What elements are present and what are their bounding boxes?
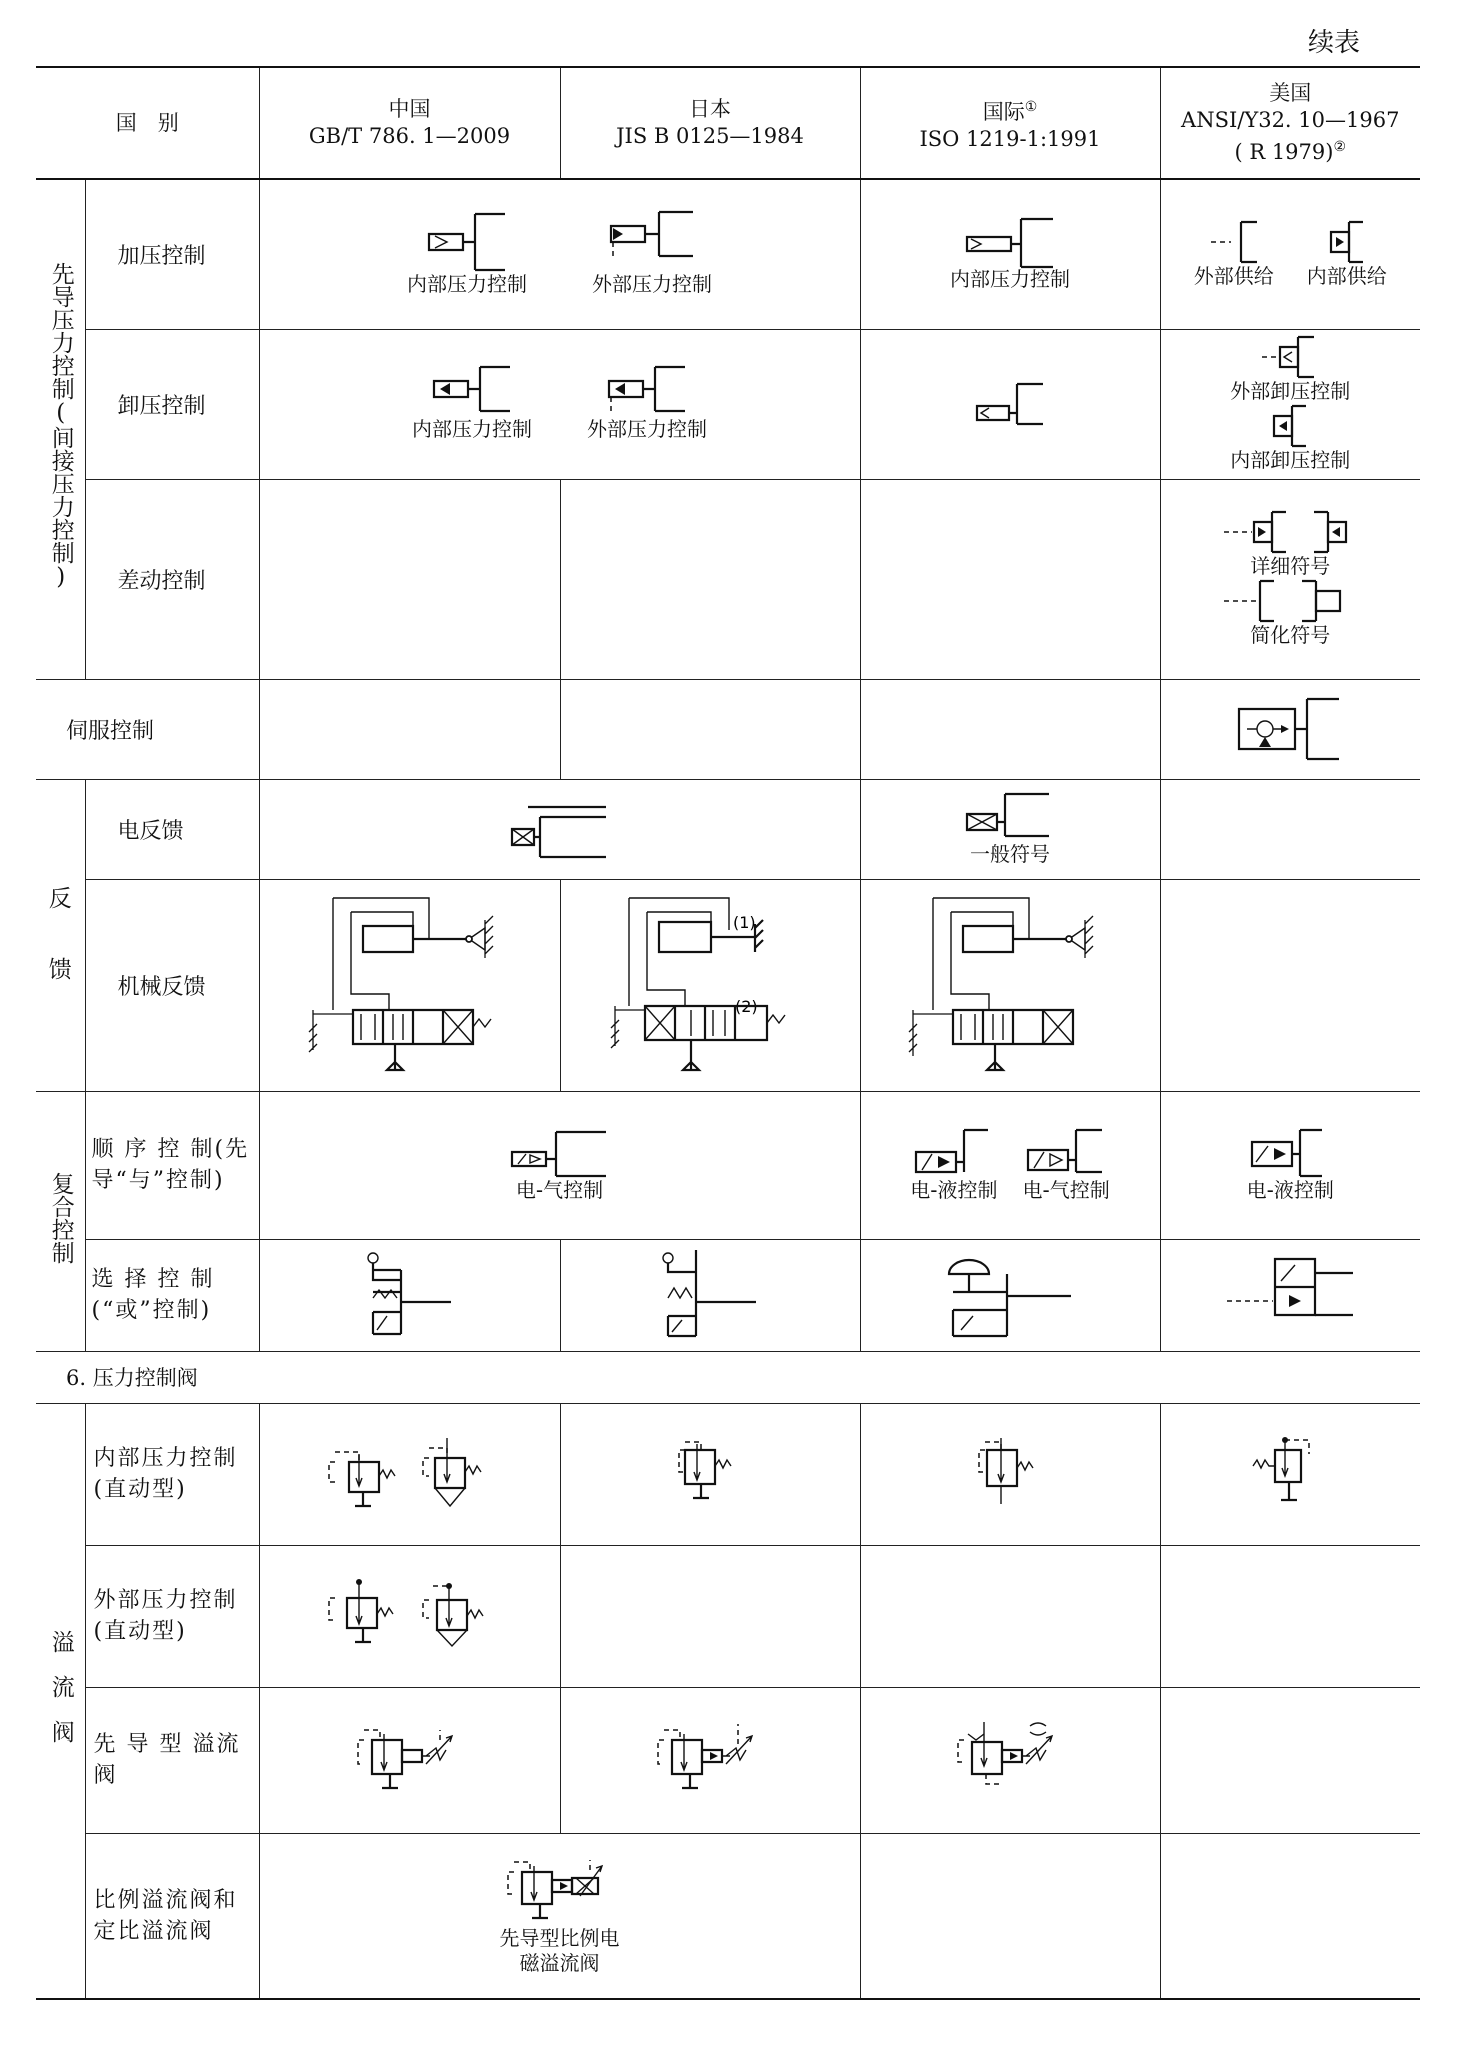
group-pilot — [36, 179, 85, 679]
usa-relief-internal — [1160, 1403, 1420, 1545]
group-feedback-b: 馈 — [48, 957, 72, 983]
cn-mech-feedback-icon — [305, 890, 515, 1080]
internal-pressurize-symbol-icon — [427, 212, 507, 272]
caption-usa-elec-hyd: 电-液控制 — [1246, 1177, 1334, 1202]
jp-relief-external-empty — [560, 1545, 860, 1687]
label-relief-pilot: 先 导 型 溢流阀 — [85, 1687, 259, 1833]
usa-internal-supply-icon — [1327, 220, 1367, 264]
row-relief-pilot — [36, 1687, 1420, 1833]
intl-servo-empty — [860, 679, 1160, 779]
group-feedback — [36, 779, 85, 1091]
intl-relief-internal — [860, 1403, 1160, 1545]
usa-relief-external-empty — [1160, 1545, 1420, 1687]
group-feedback-a: 反 — [48, 886, 72, 912]
intl-relief-prop-empty — [860, 1833, 1160, 1999]
label-relief-external: 外部压力控制(直动型) — [85, 1545, 259, 1687]
caption-general-symbol: 一般符号 — [970, 841, 1050, 866]
symbol-table — [36, 66, 1420, 2000]
group-compound — [36, 1091, 85, 1351]
label-select: 选 择 控 制(“或”控制) — [85, 1239, 259, 1351]
cn-jp-pressurize — [259, 179, 860, 329]
header-intl-name: 国际 — [982, 99, 1025, 124]
jp-mech-feedback — [560, 879, 860, 1091]
caption-external-pressure-ctrl: 外部压力控制 — [592, 271, 713, 296]
header-china-name: 中国 — [388, 97, 431, 121]
header-usa-mark: ② — [1333, 139, 1347, 155]
caption-intl-elec-pneu: 电-气控制 — [1022, 1177, 1110, 1202]
jp-select — [560, 1239, 860, 1351]
row-relief-prop — [36, 1833, 1420, 1999]
jp-differential-empty — [560, 479, 860, 679]
elec-feedback-symbol-icon — [510, 799, 610, 859]
intl-sequence — [860, 1091, 1160, 1239]
header-intl — [860, 67, 1160, 179]
usa-unload — [1160, 329, 1420, 479]
figure-intl-elec-hyd — [910, 1128, 997, 1203]
caption-internal-pressure-ctrl: 内部压力控制 — [406, 271, 527, 296]
caption-internal-unload-usa: 内部卸压控制 — [1230, 448, 1351, 472]
row-sequence — [36, 1091, 1420, 1239]
cn-jp-sequence — [259, 1091, 860, 1239]
row-section-6 — [36, 1351, 1420, 1403]
usa-internal-unload-icon — [1270, 404, 1310, 448]
usa-diff-simplified-icon — [1220, 579, 1360, 623]
row-elec-feedback — [36, 779, 1420, 879]
cn-differential-empty — [259, 479, 560, 679]
caption-intl-elec-hyd: 电-液控制 — [910, 1177, 998, 1202]
caption-external-unload-usa: 外部卸压控制 — [1230, 379, 1351, 403]
intl-elec-feedback — [860, 779, 1160, 879]
jp-select-icon — [660, 1250, 760, 1340]
jp-servo-empty — [560, 679, 860, 779]
header-china — [259, 67, 560, 179]
intl-relief-external-empty — [860, 1545, 1160, 1687]
group-relief — [36, 1403, 85, 1999]
intl-relief-internal-icon — [965, 1434, 1055, 1514]
header-usa-std: ANSI/Y32. 10—1967 — [1181, 108, 1400, 132]
header-row — [36, 67, 1420, 179]
usa-differential — [1160, 479, 1420, 679]
figure-internal-unload — [412, 367, 532, 442]
group-pilot-label: 先导压力控制(间接压力控制) — [47, 261, 74, 590]
figure-usa-external-unload — [1230, 335, 1350, 404]
usa-sequence — [1160, 1091, 1420, 1239]
usa-elec-feedback-empty — [1160, 779, 1420, 879]
cn-mech-feedback — [259, 879, 560, 1091]
jp-mark1: (1) — [733, 913, 756, 932]
row-differential — [36, 479, 1420, 679]
caption-detailed-symbol: 详细符号 — [1250, 554, 1331, 578]
cn-servo-empty — [259, 679, 560, 779]
row-select — [36, 1239, 1420, 1351]
figure-usa-internal-supply — [1307, 220, 1387, 289]
cn-relief-pilot — [259, 1687, 560, 1833]
label-differential: 差动控制 — [85, 479, 259, 679]
header-intl-std: ISO 1219-1:1991 — [919, 126, 1101, 151]
usa-mech-feedback-empty — [1160, 879, 1420, 1091]
label-servo: 伺服控制 — [36, 679, 259, 779]
cn-relief-internal-icon — [325, 1434, 495, 1514]
intl-elec-hyd-icon — [914, 1128, 994, 1178]
usa-relief-prop-empty — [1160, 1833, 1420, 1999]
row-mech-feedback — [36, 879, 1420, 1091]
group-compound-label: 复合控制 — [47, 1171, 74, 1264]
usa-pressurize — [1160, 179, 1420, 329]
intl-unload-symbol-icon — [975, 382, 1045, 426]
usa-diff-detailed-icon — [1220, 510, 1360, 554]
usa-external-unload-icon — [1260, 335, 1320, 379]
external-pressurize-symbol-icon — [607, 212, 697, 272]
caption-simplified-symbol: 简化符号 — [1250, 623, 1331, 647]
figure-usa-external-supply — [1194, 220, 1274, 289]
usa-servo-symbol-icon — [1235, 697, 1345, 761]
usa-select — [1160, 1239, 1420, 1351]
section-title: 6. 压力控制阀 — [36, 1351, 1420, 1403]
group-relief-label: 溢流阀 — [47, 1629, 74, 1765]
usa-relief-internal-icon — [1245, 1434, 1335, 1514]
cn-jp-relief-prop — [259, 1833, 860, 1999]
figure-intl-elec-pneu — [1023, 1128, 1110, 1203]
label-elec-feedback: 电反馈 — [85, 779, 259, 879]
pilot-prop-relief-icon — [500, 1856, 620, 1926]
header-usa — [1160, 67, 1420, 179]
usa-relief-pilot-empty — [1160, 1687, 1420, 1833]
intl-relief-pilot — [860, 1687, 1160, 1833]
intl-pressurize — [860, 179, 1160, 329]
intl-mech-feedback-icon — [905, 890, 1115, 1080]
header-intl-mark: ① — [1024, 98, 1038, 115]
caption-external-supply: 外部供给 — [1193, 263, 1274, 288]
usa-select-icon — [1225, 1255, 1355, 1335]
cn-relief-internal — [259, 1403, 560, 1545]
header-china-std: GB/T 786. 1—2009 — [308, 124, 511, 148]
header-japan-std: JIS B 0125—1984 — [616, 124, 804, 148]
external-unload-symbol-icon — [607, 367, 687, 417]
cn-relief-external-icon — [325, 1576, 495, 1656]
sequence-elec-pneu-icon — [510, 1128, 610, 1178]
header-usa-note: ( R 1979) — [1234, 140, 1334, 164]
caption-internal-supply: 内部供给 — [1306, 263, 1387, 288]
intl-relief-pilot-icon — [950, 1720, 1070, 1800]
intl-select-icon — [945, 1250, 1075, 1340]
intl-select — [860, 1239, 1160, 1351]
jp-mark2: (2) — [735, 997, 758, 1016]
intl-differential-empty — [860, 479, 1160, 679]
row-relief-internal — [36, 1403, 1420, 1545]
internal-unload-symbol-icon — [432, 367, 512, 417]
intl-elec-pneu-icon — [1026, 1128, 1106, 1178]
row-relief-external — [36, 1545, 1420, 1687]
jp-relief-internal-icon — [665, 1434, 755, 1514]
intl-pressurize-symbol-icon — [965, 217, 1055, 267]
caption-internal-unload: 内部压力控制 — [411, 416, 532, 441]
jp-relief-pilot-icon — [650, 1720, 770, 1800]
cn-jp-elec-feedback — [259, 779, 860, 879]
row-servo — [36, 679, 1420, 779]
row-unload — [36, 329, 1420, 479]
label-unload: 卸压控制 — [85, 329, 259, 479]
label-mech-feedback: 机械反馈 — [85, 879, 259, 1091]
cn-relief-external — [259, 1545, 560, 1687]
header-country: 国 别 — [36, 67, 259, 179]
cn-relief-pilot-icon — [350, 1720, 470, 1800]
cn-select-icon — [365, 1250, 455, 1340]
figure-external-unload — [587, 367, 707, 442]
label-sequence: 顺 序 控 制(先导“与”控制) — [85, 1091, 259, 1239]
figure-internal-pressurize — [407, 212, 527, 297]
caption-intl-internal-pressure: 内部压力控制 — [950, 266, 1070, 291]
header-japan — [560, 67, 860, 179]
label-relief-internal: 内部压力控制(直动型) — [85, 1403, 259, 1545]
caption-pilot-prop-relief: 先导型比例电磁溢流阀 — [499, 1925, 620, 1975]
figure-external-pressurize — [592, 212, 712, 297]
label-pressurize: 加压控制 — [85, 179, 259, 329]
figure-usa-internal-unload — [1230, 404, 1350, 473]
jp-relief-pilot — [560, 1687, 860, 1833]
cn-select — [259, 1239, 560, 1351]
caption-cn-elec-pneu: 电-气控制 — [515, 1177, 604, 1202]
continued-label: 续表 — [1308, 28, 1361, 58]
header-usa-name: 美国 — [1269, 81, 1312, 105]
row-pressurize — [36, 179, 1420, 329]
intl-elec-feedback-icon — [965, 792, 1055, 842]
cn-jp-unload — [259, 329, 860, 479]
jp-mech-feedback-icon — [605, 890, 815, 1080]
jp-relief-internal — [560, 1403, 860, 1545]
header-japan-name: 日本 — [689, 97, 731, 121]
caption-external-unload: 外部压力控制 — [587, 416, 708, 441]
intl-unload — [860, 329, 1160, 479]
figure-intl-pressurize — [950, 217, 1070, 292]
usa-servo — [1160, 679, 1420, 779]
intl-mech-feedback — [860, 879, 1160, 1091]
label-relief-prop: 比例溢流阀和定比溢流阀 — [85, 1833, 259, 1999]
usa-elec-hyd-icon — [1250, 1128, 1330, 1178]
usa-external-supply-icon — [1209, 220, 1259, 264]
